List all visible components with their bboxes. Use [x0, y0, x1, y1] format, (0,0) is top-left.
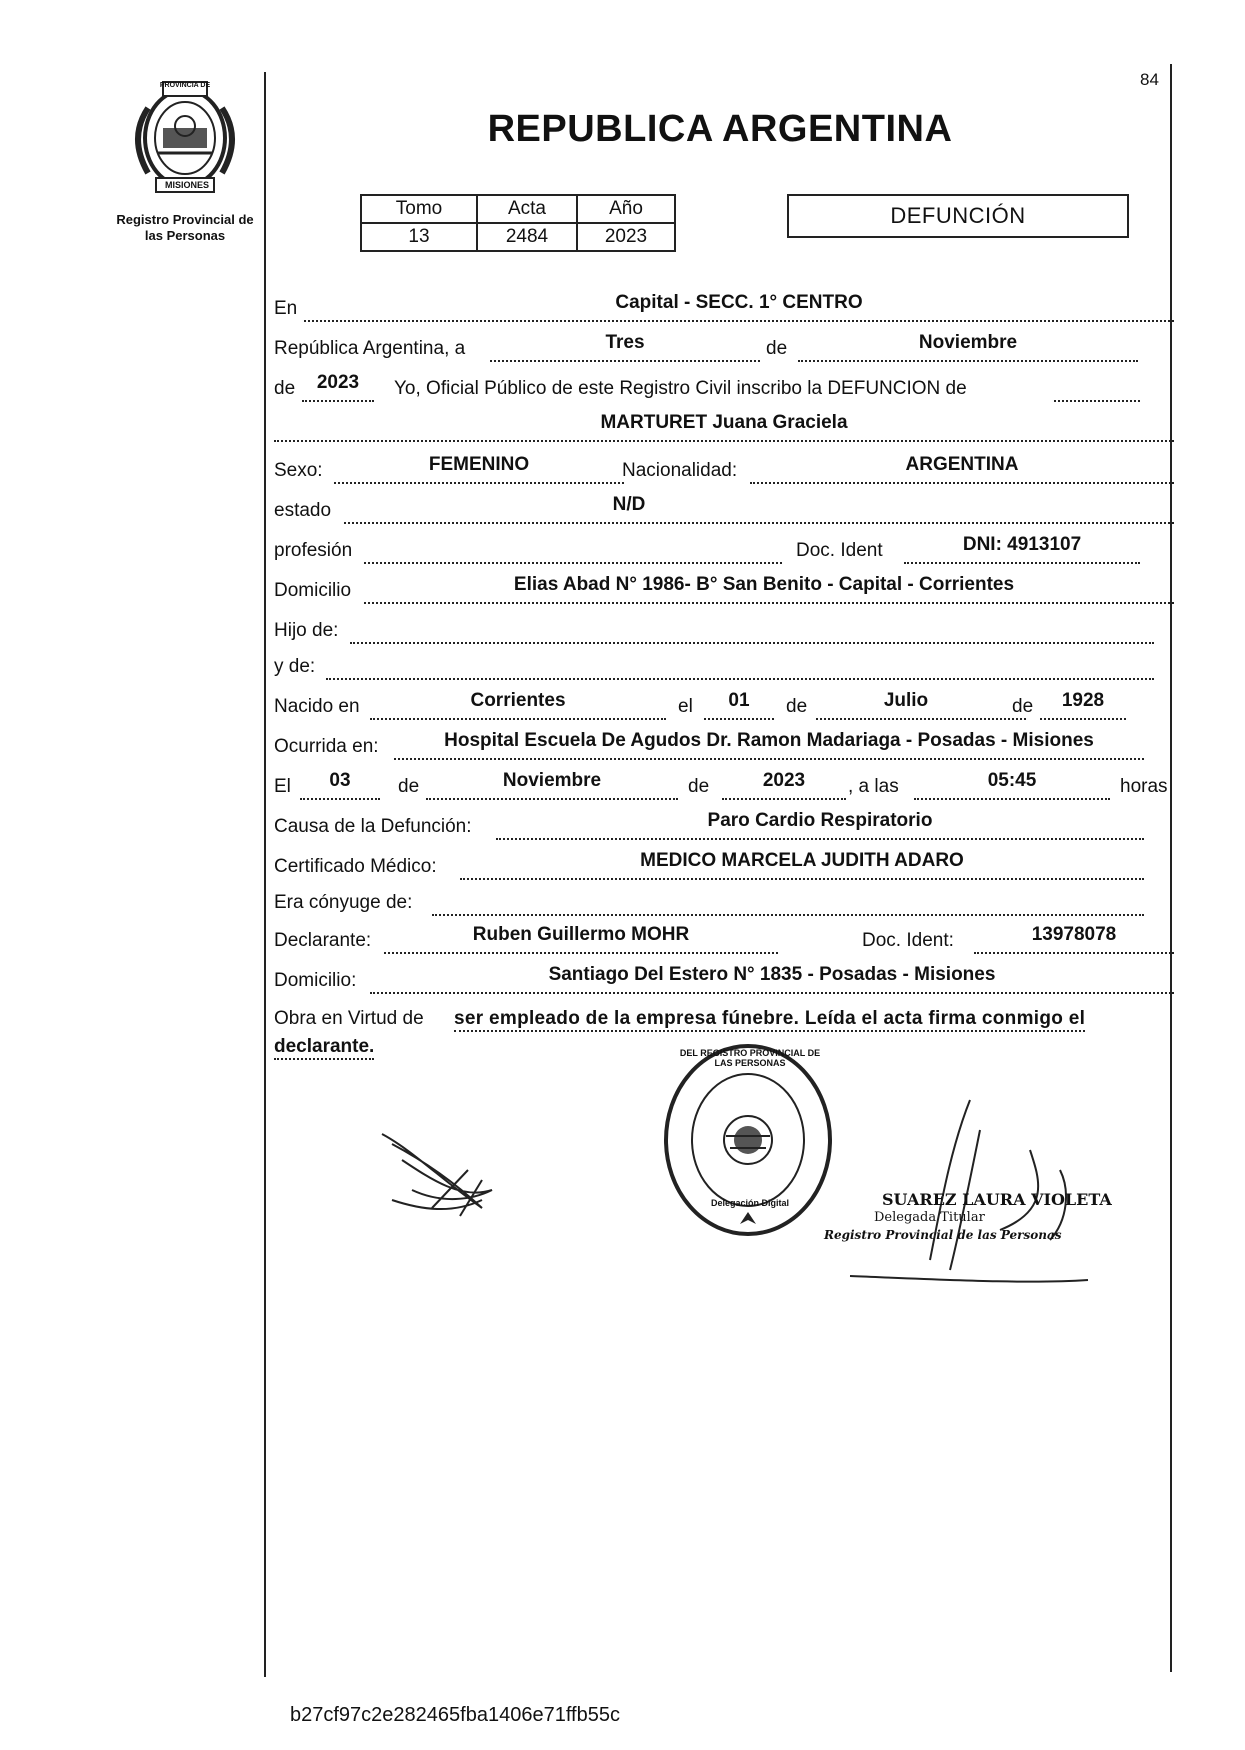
day-line — [490, 360, 760, 362]
official-name: SUAREZ LAURA VIOLETA — [882, 1190, 1112, 1209]
organization-line2: las Personas — [144, 228, 226, 243]
decl-doc-line — [974, 952, 1174, 954]
decl-domicilio-value: Santiago Del Estero N° 1835 - Posadas - Misiones — [548, 964, 996, 985]
month-word: Noviembre — [918, 332, 1018, 353]
causa-value: Paro Cardio Respiratorio — [707, 810, 933, 831]
death-time-line — [914, 798, 1110, 800]
death-month-line — [426, 798, 678, 800]
emblem-label-bottom: MISIONES — [164, 180, 209, 190]
domicilio-line — [364, 602, 1174, 604]
page-number: 84 — [1140, 70, 1159, 89]
decl-doc-label: Doc. Ident: — [862, 930, 954, 951]
oficial-text: Yo, Oficial Público de este Registro Civil inscribo la DEFUNCION de — [394, 378, 967, 399]
birth-de2: de — [1012, 696, 1034, 717]
death-year: 2023 — [762, 770, 806, 791]
estado-line — [344, 522, 1174, 524]
certificado-label: Certificado Médico: — [274, 856, 437, 877]
table-value-anio: 2023 — [577, 223, 675, 251]
y-de-label: y de: — [274, 656, 316, 677]
certificado-value: MEDICO MARCELA JUDITH ADARO — [640, 850, 964, 871]
obra-value-line2: declarante. — [274, 1036, 374, 1060]
en-label: En — [274, 298, 298, 319]
ocurrida-line — [394, 758, 1144, 760]
domicilio-value: Elias Abad N° 1986- B° San Benito - Capital - Corrientes — [513, 574, 1015, 595]
stamp-ring-text: DEL REGISTRO PROVINCIAL DE LAS PERSONAS — [679, 1048, 821, 1068]
death-el-label: El — [274, 776, 291, 797]
nacionalidad-label: Nacionalidad: — [622, 460, 738, 481]
obra-label: Obra en Virtud de — [274, 1008, 424, 1029]
decl-doc-value: 13978078 — [1031, 924, 1117, 945]
declarante-label: Declarante: — [274, 930, 372, 951]
month-line — [798, 360, 1138, 362]
year-value: 2023 — [316, 372, 360, 393]
record-table — [360, 194, 676, 252]
conyuge-label: Era cónyuge de: — [274, 892, 413, 913]
province-emblem-icon — [118, 78, 252, 196]
organization-name — [95, 212, 275, 244]
page-title: REPUBLICA ARGENTINA — [487, 108, 953, 150]
table-header-acta: Acta — [477, 195, 577, 223]
death-day-line — [300, 798, 380, 800]
table-value-tomo: 13 — [361, 223, 477, 251]
table-header-anio: Año — [577, 195, 675, 223]
ocurrida-value: Hospital Escuela De Agudos Dr. Ramon Madariaga - Posadas - Misiones — [444, 730, 1094, 751]
horas-label: horas — [1120, 776, 1168, 797]
causa-label: Causa de la Defunción: — [274, 816, 472, 837]
table-value-acta: 2484 — [477, 223, 577, 251]
decl-domicilio-line — [370, 992, 1174, 994]
death-month: Noviembre — [502, 770, 602, 791]
day-word: Tres — [605, 332, 645, 353]
conyuge-line — [432, 914, 1144, 916]
sexo-line — [334, 482, 624, 484]
deceased-name: MARTURET Juana Graciela — [600, 412, 848, 433]
birth-month: Julio — [883, 690, 929, 711]
oficial-line — [1054, 400, 1140, 402]
table-header-tomo: Tomo — [361, 195, 477, 223]
doc-label: Doc. Ident — [796, 540, 883, 561]
document-type-box: DEFUNCIÓN — [787, 194, 1129, 238]
name-line — [274, 440, 1174, 442]
document-hash: b27cf97c2e282465fba1406e71ffb55c — [290, 1704, 620, 1726]
estado-label: estado — [274, 500, 332, 521]
el-label: el — [678, 696, 693, 717]
death-year-line — [722, 798, 846, 800]
profesion-label: profesión — [274, 540, 353, 561]
en-value: Capital - SECC. 1° CENTRO — [615, 292, 863, 313]
death-time: 05:45 — [987, 770, 1037, 791]
declarant-signature — [372, 1130, 512, 1220]
official-stamp — [660, 1040, 840, 1240]
left-margin-line — [264, 72, 266, 1677]
official-role: Delegada Titular — [874, 1210, 985, 1225]
birth-day: 01 — [728, 690, 750, 711]
nacido-line — [370, 718, 666, 720]
doc-line — [904, 562, 1140, 564]
birth-day-line — [704, 718, 774, 720]
doc-value: DNI: 4913107 — [962, 534, 1082, 555]
birth-year-line — [1040, 718, 1126, 720]
y-de-line — [326, 678, 1154, 680]
ocurrida-label: Ocurrida en: — [274, 736, 379, 757]
sexo-label: Sexo: — [274, 460, 323, 481]
death-de2: de — [688, 776, 710, 797]
causa-line — [496, 838, 1144, 840]
nacionalidad-line — [750, 482, 1174, 484]
hijo-line — [350, 642, 1154, 644]
obra-value-line1: ser empleado de la empresa fúnebre. Leída el acta firma conmigo el — [454, 1008, 1085, 1032]
year-line — [302, 400, 374, 402]
birth-year: 1928 — [1061, 690, 1105, 711]
republica-label: República Argentina, a — [274, 338, 466, 359]
hijo-label: Hijo de: — [274, 620, 339, 641]
official-office: Registro Provincial de las Personas — [824, 1228, 1062, 1242]
declarante-value: Ruben Guillermo MOHR — [472, 924, 690, 945]
organization-line1: Registro Provincial de — [116, 212, 254, 227]
nacido-label: Nacido en — [274, 696, 360, 717]
domicilio-label: Domicilio — [274, 580, 352, 601]
a-las-label: , a las — [848, 776, 899, 797]
estado-value: N/D — [612, 494, 646, 515]
de-label: de — [766, 338, 788, 359]
death-day: 03 — [329, 770, 351, 791]
en-line — [304, 320, 1174, 322]
stamp-inner-text: Delegación Digital — [710, 1198, 790, 1208]
certificado-line — [460, 878, 1144, 880]
birth-de1: de — [786, 696, 808, 717]
decl-domicilio-label: Domicilio: — [274, 970, 357, 991]
year-prefix: de — [274, 378, 296, 399]
declarante-line — [384, 952, 778, 954]
sexo-value: FEMENINO — [428, 454, 530, 475]
profesion-line — [364, 562, 782, 564]
death-de1: de — [398, 776, 420, 797]
birth-month-line — [816, 718, 1026, 720]
emblem-label-top: PROVINCIA DE — [159, 82, 211, 89]
nacionalidad-value: ARGENTINA — [905, 454, 1019, 475]
nacido-value: Corrientes — [470, 690, 566, 711]
